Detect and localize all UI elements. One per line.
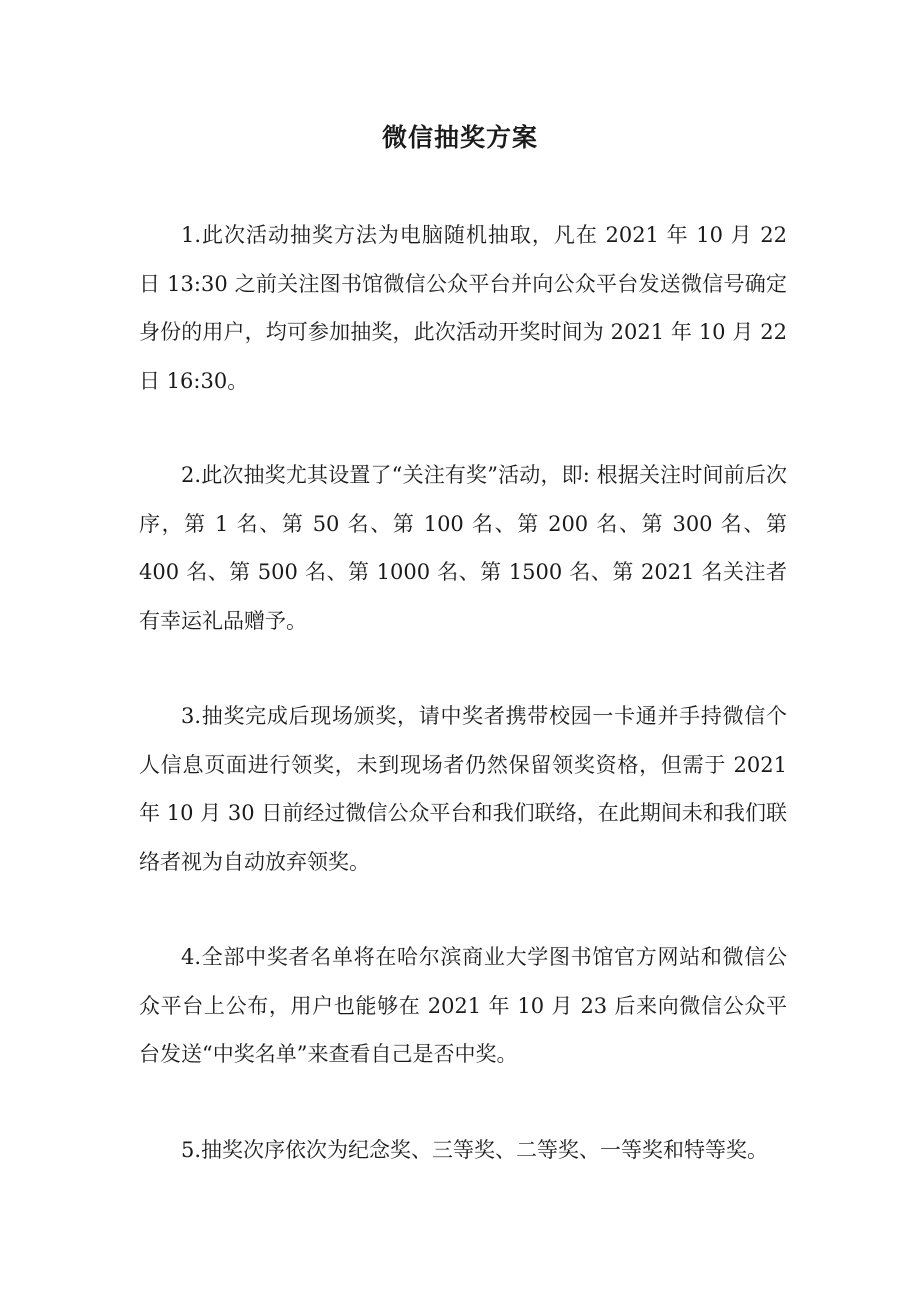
paragraph-1: 1.此次活动抽奖方法为电脑随机抽取，凡在 2021 年 10 月 22 日 13:30 之前关注图书馆微信公众平台并向公众平台发送微信号确定身份的用户，均可参加抽奖，此次活动开奖时间为 2021 年 10 月 22 日 16:30。 bbox=[139, 223, 787, 393]
page-title: 微信抽奖方案 bbox=[381, 123, 538, 152]
paragraph-4: 4.全部中奖者名单将在哈尔滨商业大学图书馆官方网站和微信公众平台上公布，用户也能够在 2021 年 10 月 23 后来向微信公众平台发送“中奖名单”来查看自己是否中奖。 bbox=[139, 945, 787, 1066]
paragraph-3: 3.抽奖完成后现场颁奖，请中奖者携带校园一卡通并手持微信个人信息页面进行领奖，未到现场者仍然保留领奖资格，但需于 2021 年 10 月 30 日前经过微信公众平台和我们联络，在此期间未和我们联络者视为自动放弃领奖。 bbox=[139, 704, 787, 874]
paragraph-5: 5.抽奖次序依次为纪念奖、三等奖、二等奖、一等奖和特等奖。 bbox=[181, 1138, 769, 1162]
paragraph-2: 2.此次抽奖尤其设置了“关注有奖”活动，即: 根据关注时间前后次序，第 1 名、第 50 名、第 100 名、第 200 名、第 300 名、第 400 名、第 500 名、第 1000 名、第 1500 名、第 2021 名关注者有幸运礼品赠予。 bbox=[139, 463, 787, 633]
